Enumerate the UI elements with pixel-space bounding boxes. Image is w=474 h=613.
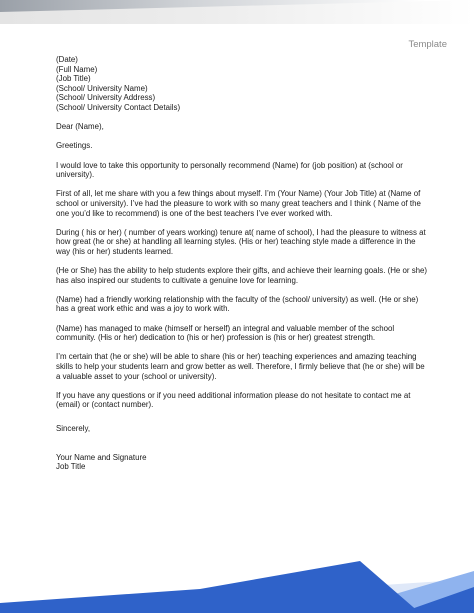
footer-blue-shape <box>0 561 420 613</box>
salutation: Dear (Name), <box>56 122 104 132</box>
full-name-line: (Full Name) <box>56 64 98 74</box>
signature-title: Job Title <box>56 462 86 472</box>
school-contact-line: (School/ University Contact Details) <box>56 102 181 112</box>
template-label: Template <box>408 39 447 50</box>
date-line: (Date) <box>56 55 78 64</box>
paragraph-recommendation-intro: I would love to take this opportunity to personally recommend (Name) for (job position) at (school or university). <box>56 160 403 180</box>
greeting: Greetings. <box>56 141 93 151</box>
paragraph-certainty: I’m certain that (he or she) will be able to share (his or her) teaching experiences and amazing teaching skills to help your students learn and grow better as well. Therefore, I firmly believe that (he or she) will be a valuable asset to your (school or university). <box>56 352 425 381</box>
letter-body <box>56 55 428 472</box>
paragraph-relationship: (Name) had a friendly working relationship with the faculty of the (school/ university) as well. (He or she) has a great work ethic and was a joy to work with. <box>56 294 419 314</box>
header-decoration-shade <box>0 0 474 12</box>
sender-block <box>56 55 428 113</box>
footer-decoration <box>0 553 474 613</box>
signature-name: Your Name and Signature <box>56 452 147 462</box>
job-title-line: (Job Title) <box>56 74 91 84</box>
closing: Sincerely, <box>56 423 91 433</box>
paragraph-about-writer: First of all, let me share with you a few things about myself. I’m (Your Name) (Your Job Title) at (Name of school or university). I’ve had the pleasure to work with so many great teachers and I think ( Name of the one you’d like to recommend) is one of the best teachers I’ve ever worked with. <box>56 189 421 218</box>
school-name-line: (School/ University Name) <box>56 83 148 93</box>
header-decoration-band <box>0 0 474 24</box>
school-address-line: (School/ University Address) <box>56 93 156 103</box>
paragraph-contact: If you have any questions or if you need additional information please do not hesitate to contact me at (email) or (contact number). <box>56 390 411 410</box>
paragraph-tenure: During ( his or her) ( number of years working) tenure at( name of school), I had the pleasure to witness at how great (he or she) at handling all learning styles. (His or her) teaching style made a difference in the way (his or her) students learned. <box>56 227 426 256</box>
paragraph-community: (Name) has managed to make (himself or herself) an integral and valuable member of the school community. (His or her) dedication to (his or her) profession is (his or her) greatest strength. <box>56 323 395 343</box>
paragraph-abilities: (He or She) has the ability to help students explore their gifts, and achieve their learning goals. (He or she) has also inspired our students to cultivate a genuine love for learning. <box>56 266 428 285</box>
